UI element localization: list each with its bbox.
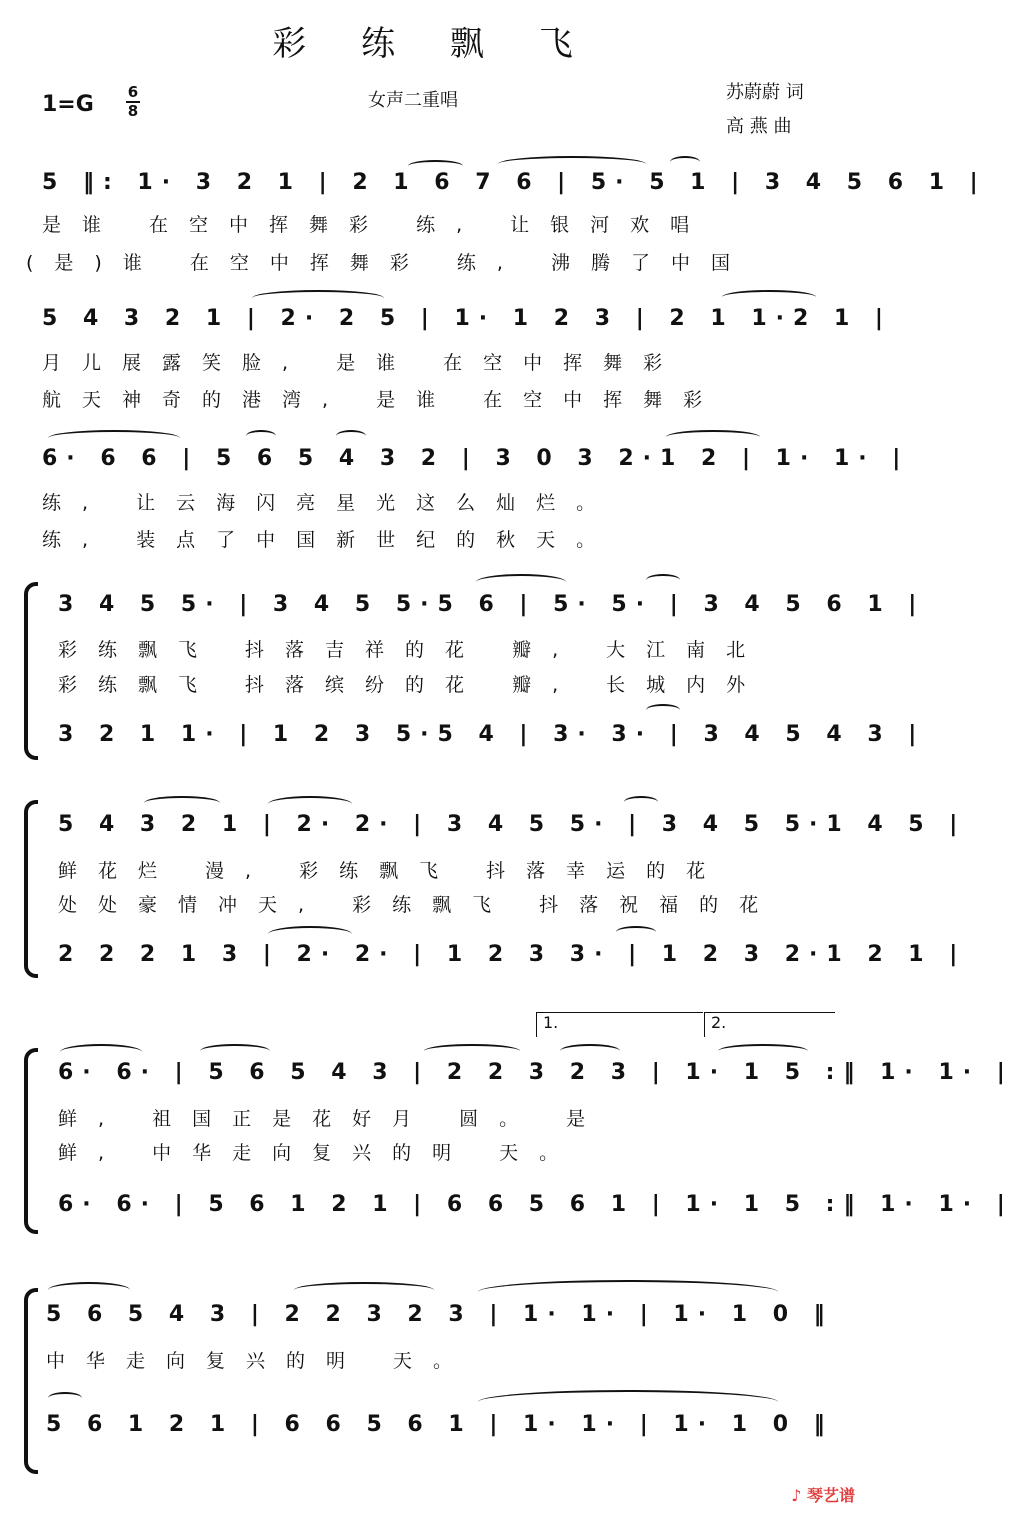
- volta-1-label: 1.: [543, 1013, 559, 1032]
- composer-credit: 高 燕 曲: [726, 116, 792, 137]
- key-signature: 1=G: [42, 92, 94, 117]
- notes-row-7-upper: 5 6 5 4 3 | 2 2 3 2 3 | 1· 1· | 1· 1 0 ‖: [46, 1302, 834, 1327]
- lyrics-row-3-verse-1: 练, 让云海闪亮星光这么灿烂。: [42, 492, 617, 514]
- notes-row-2: 5 4 3 2 1 | 2· 2 5 | 1· 1 2 3 | 2 1 1·2 1 |: [42, 306, 892, 331]
- logo-text: 琴艺谱: [806, 1486, 855, 1505]
- lyrics-row-4-verse-1: 彩练飘飞 抖落吉祥的花 瓣, 大江南北: [58, 639, 767, 661]
- lyrics-row-1-verse-2: (是)谁 在空中挥舞彩 练, 沸腾了中国: [26, 252, 751, 274]
- lyrics-row-2-verse-2: 航天神奇的港湾, 是谁 在空中挥舞彩: [42, 389, 724, 411]
- notes-row-4-upper: 3 4 5 5· | 3 4 5 5·5 6 | 5· 5· | 3 4 5 6 1 |: [58, 592, 926, 617]
- notes-row-6-lower: 6· 6· | 5 6 1 2 1 | 6 6 5 6 1 | 1· 1 5 :‖ 1· 1· |: [58, 1192, 1014, 1217]
- volta-second-ending: [704, 1012, 835, 1037]
- notes-row-6-upper: 6· 6· | 5 6 5 4 3 | 2 2 3 2 3 | 1· 1 5 :‖ 1· 1· |: [58, 1060, 1014, 1085]
- lyrics-row-7-verse-1: 中华走向复兴的明 天。: [46, 1350, 474, 1372]
- meter-bottom: 8: [127, 102, 139, 120]
- lyrics-row-3-verse-2: 练, 装点了中国新世纪的秋天。: [42, 529, 617, 551]
- logo-icon: ♪: [791, 1486, 802, 1505]
- lyrics-row-6-verse-1: 鲜, 祖国正是花好月 圆。 是: [58, 1108, 607, 1130]
- meter-top: 6: [127, 83, 139, 101]
- notes-row-3: 6· 6 6 | 5 6 5 4 3 2 | 3 0 3 2·1 2 | 1· 1· |: [42, 446, 910, 471]
- site-logo: [791, 1483, 855, 1506]
- lyrics-row-5-verse-2: 处处豪情冲天, 彩练飘飞 抖落祝福的花: [58, 894, 780, 916]
- song-title: 彩 练 飘 飞: [272, 24, 595, 64]
- time-signature: [126, 84, 140, 120]
- notes-row-5-upper: 5 4 3 2 1 | 2· 2· | 3 4 5 5· | 3 4 5 5·1 4 5 |: [58, 812, 967, 837]
- lyrics-row-2-verse-1: 月儿展露笑脸, 是谁 在空中挥舞彩: [42, 352, 684, 374]
- lyrics-row-1-verse-1: 是谁 在空中挥舞彩 练, 让银河欢唱: [42, 214, 711, 236]
- subtitle: 女声二重唱: [368, 90, 458, 111]
- lyrics-row-5-verse-1: 鲜花烂 漫, 彩练飘飞 抖落幸运的花: [58, 860, 727, 882]
- lyricist-credit: 苏蔚蔚 词: [726, 82, 804, 103]
- notes-row-1: 5 ‖: 1· 3 2 1 | 2 1 6 7 6 | 5· 5 1 | 3 4 5 6 1 |: [42, 170, 987, 195]
- lyrics-row-4-verse-2: 彩练飘飞 抖落缤纷的花 瓣, 长城内外: [58, 674, 767, 696]
- notes-row-5-lower: 2 2 2 1 3 | 2· 2· | 1 2 3 3· | 1 2 3 2·1 2 1 |: [58, 942, 967, 967]
- notes-row-4-lower: 3 2 1 1· | 1 2 3 5·5 4 | 3· 3· | 3 4 5 4 3 |: [58, 722, 926, 747]
- volta-2-label: 2.: [711, 1013, 727, 1032]
- lyrics-row-6-verse-2: 鲜, 中华走向复兴的明 天。: [58, 1142, 580, 1164]
- volta-first-ending: [536, 1012, 703, 1037]
- notes-row-7-lower: 5 6 1 2 1 | 6 6 5 6 1 | 1· 1· | 1· 1 0 ‖: [46, 1412, 834, 1437]
